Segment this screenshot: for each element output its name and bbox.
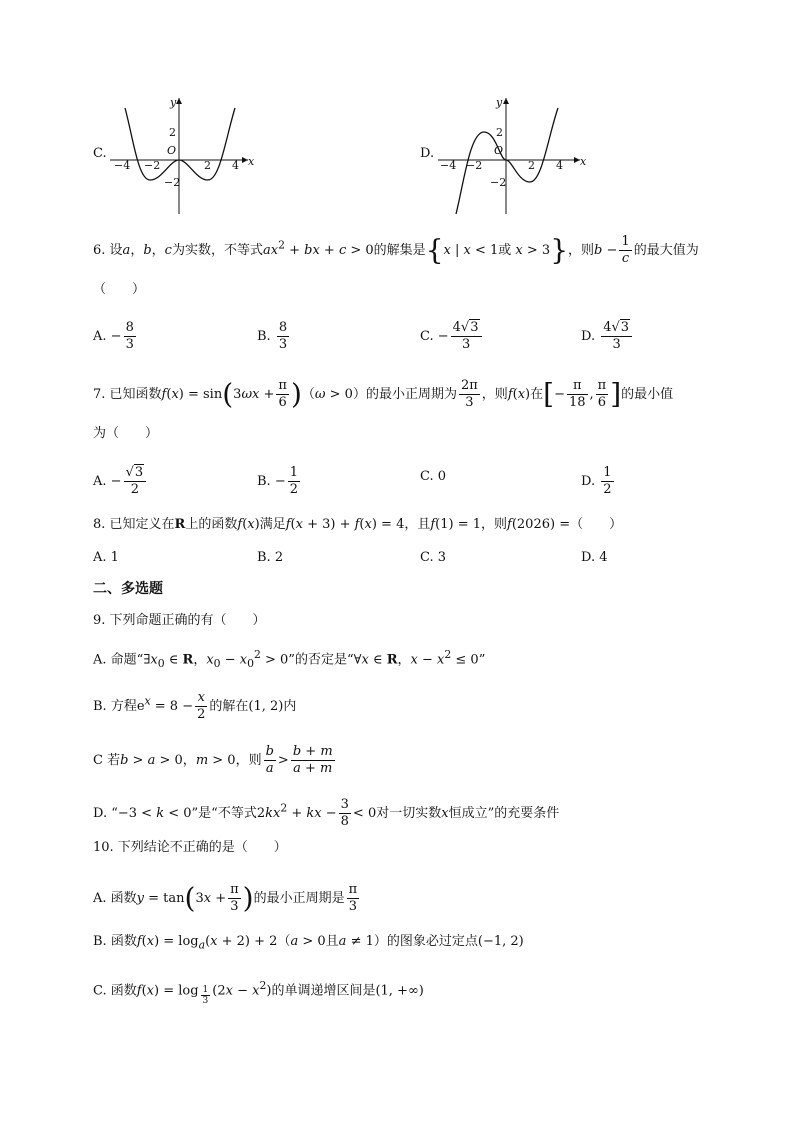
graph-c-ytick-2: −2 [164, 176, 181, 189]
graph-d-plot [418, 92, 598, 217]
q7-option-c[interactable]: C. 0 [420, 469, 447, 484]
q8-option-b[interactable]: B. 2 [257, 550, 284, 565]
graph-c-yaxis-label: y [170, 96, 177, 109]
q10-stem: 10. 下列结论不正确的是（ ） [93, 840, 287, 855]
q9-stem: 9. 下列命题正确的有（ ） [93, 613, 266, 628]
graph-c-origin: O [167, 144, 177, 157]
q7-stem: 7. 已知函数f(x) = sin(3ωx + $\frac{\pi}{6}$ )（ω > 0）的最小正周期为 $\frac{2\pi}{3}$ ，则f(x)在[− $\frac{\pi}{18}$ , $\frac{\pi}{6}$ ]的最小值 [93, 377, 674, 411]
graph-c-plot [90, 92, 270, 217]
q7-option-b[interactable]: B. − $\frac{1}{2}$ [257, 465, 298, 497]
q9-option-a[interactable]: A. 命题“$\exists x_0$ ∈ R，$x_0 - x_0^2 > 0$”的否定是“∀x ∈ R，$x - x^2 \le 0$” [93, 648, 486, 670]
q10-option-b[interactable]: B. 函数$f(x) = \log_a(x + 2) + 2(a > 0$且a ≠ 1）的图象必过定点(−1, 2) [93, 934, 524, 952]
q6-stem: 6. 设a，b，c为实数，不等式$ax^2$ + bx + c > 0的解集是{x | x < 1或 x > 3}，则b − $\frac{1}{c}$ 的最大值为 [93, 233, 699, 267]
graph-d-xaxis-label: x [580, 155, 587, 168]
graph-d-xtick-2: −2 [466, 159, 483, 172]
q8-option-d[interactable]: D. 4 [581, 550, 608, 565]
q6-option-b[interactable]: B. $\frac{8}{3}$ [257, 320, 288, 352]
graph-c-xtick-4: 4 [232, 159, 239, 172]
graph-c-ytick-1: 2 [169, 126, 176, 139]
q8-stem: 8. 已知定义在R上的函数f(x)满足f(x + 3) + f(x) = 4，且f(1) = 1，则f(2026) =（ ） [93, 517, 623, 532]
graph-d-ytick-1: 2 [496, 126, 503, 139]
q8-option-c[interactable]: C. 3 [420, 550, 447, 565]
graph-c-xtick-1: −4 [114, 159, 131, 172]
section-multiple-choice-heading: 二、多选题 [93, 581, 163, 597]
q9-option-b[interactable]: B. 方程$e^x = 8$ − $\frac{x}{2}$ 的解在(1, 2)内 [93, 690, 297, 722]
graph-d-xtick-1: −4 [440, 159, 457, 172]
graph-d-yaxis-label: y [496, 96, 503, 109]
q6-paren: （ ） [93, 282, 146, 297]
graph-d-origin: O [494, 144, 504, 157]
graph-d-ytick-2: −2 [490, 176, 507, 189]
graph-d-xtick-3: 2 [528, 159, 535, 172]
graph-c-xaxis-label: x [248, 155, 255, 168]
q8-option-a[interactable]: A. 1 [93, 550, 119, 565]
q6-option-a[interactable]: A. − $\frac{8}{3}$ [93, 320, 134, 352]
q10-option-a[interactable]: A. 函数y = tan(3x + $\frac{\pi}{3}$ )的最小正周期是 $\frac{\pi}{3}$ [93, 881, 358, 915]
graph-c-xtick-3: 2 [204, 159, 211, 172]
q10-option-c[interactable]: C. 函数f(x) = log $_{\frac{1}{3}}$ $(2x - x^2)$的单调递增区间是(1, +∞) [93, 979, 424, 1006]
graph-d-label: D. [420, 146, 435, 161]
q9-option-d[interactable]: D. “−3 < k < 0”是“不等式$2kx^2$ + kx − $\frac{3}{8}$ < 0对一切实数x恒成立”的充要条件 [93, 797, 560, 829]
q6-option-d[interactable]: D. $\frac{4√3}{3}$ [581, 320, 634, 353]
graph-c-label: C. [93, 146, 107, 161]
graph-option-c [90, 92, 270, 217]
q7-tail: 为（ ） [93, 426, 159, 441]
graph-c-xtick-2: −2 [144, 159, 161, 172]
q7-option-d[interactable]: D. $\frac{1}{2}$ [581, 465, 612, 497]
graph-d-xtick-4: 4 [556, 159, 563, 172]
q7-option-a[interactable]: A. − $\frac{√3}{2}$ [93, 465, 148, 498]
q9-option-c[interactable]: C 若b > a > 0，m > 0，则 $\frac{b}{a}$ > $\frac{b + m}{a + m}$ [93, 744, 333, 776]
graph-option-d [418, 92, 598, 217]
q6-option-c[interactable]: C. − $\frac{4√3}{3}$ [420, 320, 484, 353]
